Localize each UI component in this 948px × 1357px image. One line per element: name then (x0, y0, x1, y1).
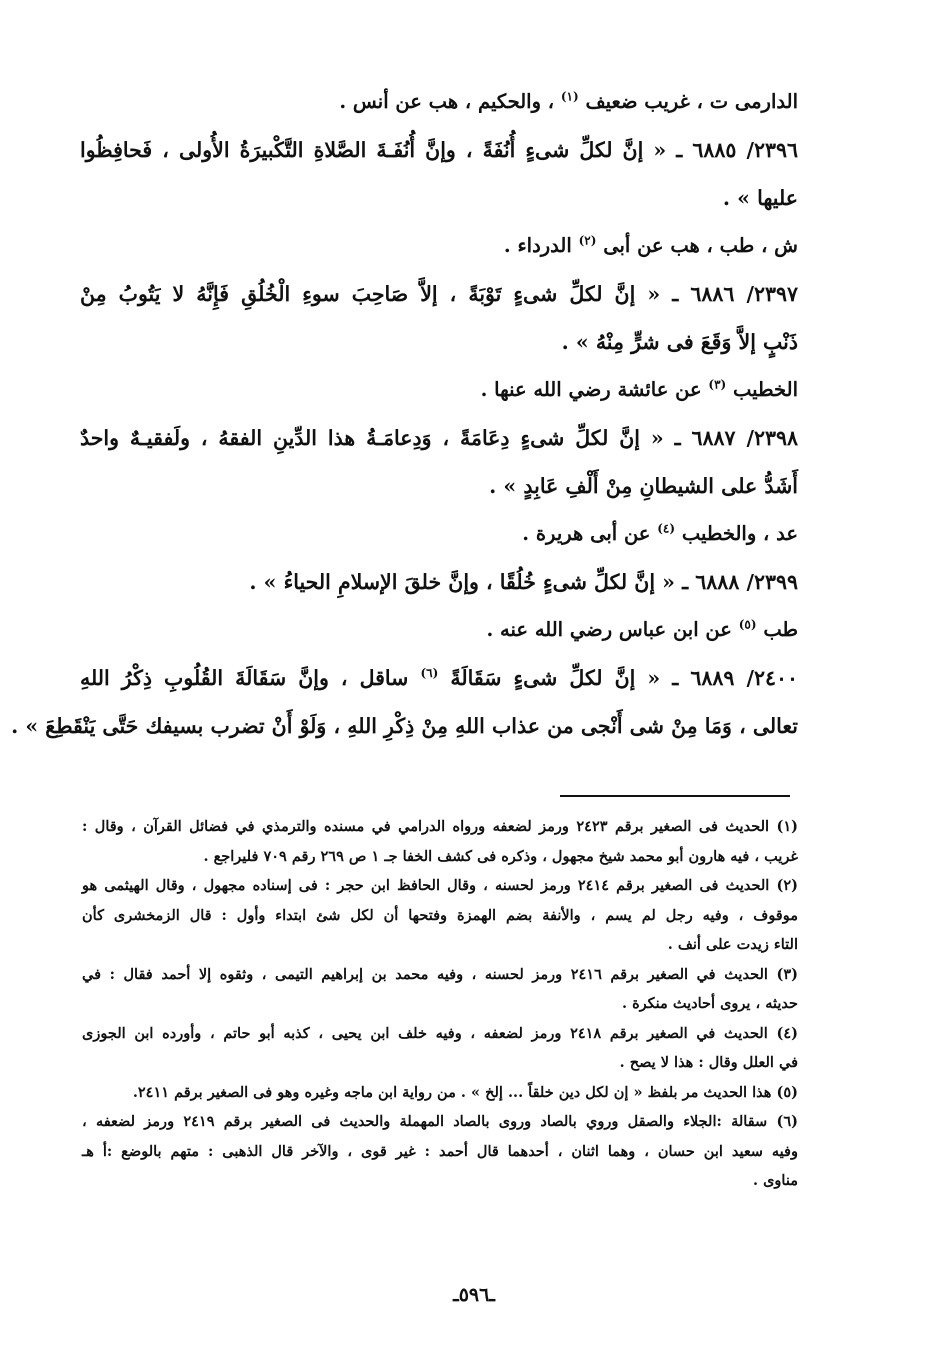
footnote-marker: (٥) (738, 617, 757, 632)
footnote-line: مناوى . (752, 1172, 798, 1189)
line-text: ٢٣٩٧/ ٦٨٨٦ ـ « إنَّ لكلِّ شىءٍ تَوْبَةً ، إلاَّ صَاحِبَ سوءِ الْخُلُقِ فَإِنَّهُ لا يَتُوبُ مِنْ (80, 282, 798, 306)
footnote-line: غريب ، فيه هارون أبو محمد شيخ مجهول ، وذكره فى كشف الخفا جـ ١ ص ٢٦٩ رقم ٧٠٩ فليراجع . (203, 847, 798, 865)
footnote-line: (٦) سقالة :الجلاء والصقل وروي بالصاد وروى بالصاد المهملة والحديث فى الصغير برقم ٢٤١٩ ورمز لضعفه ، (82, 1113, 798, 1130)
page-number: ـ٥٩٦ـ (453, 1284, 495, 1306)
line-text: ٢٣٩٨/ ٦٨٨٧ ـ « إنَّ لكلِّ شىءٍ دِعَامَةً ، وَدِعامَـةُ هذا الدِّينِ الفقهُ ، ولَفقيـهٌ واحدٌ (80, 426, 798, 450)
hadith-2400-line-1 (80, 654, 798, 702)
line-text: ش ، طب ، هب عن أبى (603, 234, 798, 257)
line-text: طب (763, 618, 798, 641)
hadith-2396-line-2 (80, 174, 798, 222)
hadith-2400-line-2 (11, 702, 798, 750)
line-text: ساقل ، وإنَّ سَقَالَةَ القُلُوبِ ذِكْرُ اللهِ (80, 666, 421, 690)
line-text: ٢٣٩٩/ ٦٨٨٨ ـ « إنَّ لكلِّ شىءٍ خُلُقًا ، وإنَّ خلقَ الإسلامِ الحياءُ » . (249, 570, 798, 594)
reference-2398 (80, 510, 798, 558)
footnotes-block (82, 812, 798, 1196)
line-text: الخطيب (733, 378, 798, 401)
hadith-2399-line-1 (80, 558, 798, 606)
hadith-2398-line-1 (80, 414, 798, 462)
line-text: عن ابن عباس رضي الله عنه . (486, 618, 739, 641)
line-text: الدارمى ت ، غريب ضعيف (585, 90, 798, 113)
reference-2399 (80, 606, 798, 654)
footnote-marker: (٦) (420, 666, 439, 681)
text-line-1 (80, 78, 798, 126)
line-text: تعالى ، وَمَا مِنْ شى أَنْجى من عذاب اللهِ مِنْ ذِكْرِ اللهِ ، وَلَوْ أَنْ تضرب بسيفك حَتَّى يَنْقَطِعَ » . (11, 714, 798, 738)
footnote-line: (١) الحديث فى الصغير برقم ٢٤٢٣ ورمز لضعفه ورواه الدرامي في مسنده والترمذي في فضائل القرآن ، وقال : (82, 818, 798, 835)
footnote-line: حديثه ، يروى أحاديث منكرة . (621, 995, 798, 1012)
footnote-marker: (٣) (708, 377, 727, 392)
footnote-line: (٥) هذا الحديث مر بلفظ « إن لكل دين خلقاً ... إلخ » . من رواية ابن ماجه وغيره وهو فى الصغير برقم ٢٤١١. (132, 1083, 798, 1101)
hadith-2398-line-2 (80, 462, 798, 510)
footnote-line: موقوف ، وفيه رجل لم يسم ، والأنفة بضم الهمزة وفتحها أن لكل شئ ابتداء وأول : قال الزمخشرى كأن (82, 906, 798, 924)
footnote-line: التاء زيدت على أنف . (667, 936, 798, 953)
reference-2396 (80, 222, 798, 270)
footnote-marker: (١) (560, 89, 579, 104)
hadith-2397-line-1 (80, 270, 798, 318)
footnote-marker: (٤) (657, 521, 676, 536)
main-text-block (11, 78, 799, 750)
line-text: ، والحكيم ، هب عن أنس . (339, 90, 561, 113)
footnote-separator (560, 795, 790, 797)
footnote-marker: (٢) (578, 233, 597, 248)
line-text: عن أبى هريرة . (522, 522, 658, 545)
hadith-2396-line-1 (80, 126, 798, 174)
line-text: عليها » . (722, 186, 798, 210)
line-text: ذَنْبٍ إلاَّ وَقَعَ فى شرٍّ مِنْهُ » . (561, 330, 798, 354)
line-text: عن عائشة رضي الله عنها . (480, 378, 709, 401)
footnote-line: (٢) الحديث فى الصغير برقم ٢٤١٤ ورمز لحسنه ، وقال الحافظ ابن حجر : فى إسناده مجهول ، وقال الهيثمى هو (82, 877, 798, 894)
line-text: عد ، والخطيب (681, 522, 798, 545)
line-text: أَشَدُّ على الشيطانِ مِنْ أَلْفِ عَابِدٍ » . (489, 474, 798, 498)
line-text: ٢٤٠٠/ ٦٨٨٩ ـ « إنَّ لكلِّ شىءٍ سَقَالَةً (450, 666, 799, 690)
hadith-2397-line-2 (80, 318, 798, 366)
line-text: ٢٣٩٦/ ٦٨٨٥ ـ « إنَّ لكلِّ شىءٍ أُنُفَةً ، وإنَّ أُنُفَـةَ الصَّلاةِ التَّكْبيرَةُ الأُولى ، فَحافِظُوا (80, 138, 798, 162)
footnote-line: وفيه سعيد ابن حسان ، وهما اثنان ، أحدهما قال أحمد : غير قوى ، والآخر قال الذهبى : متهم بالوضع :أ هـ (82, 1142, 798, 1160)
footnote-line: في العلل وقال : هذا لا يصح . (619, 1054, 798, 1071)
line-text: الدرداء . (503, 234, 579, 257)
footnote-line: (٣) الحديث في الصغير برقم ٢٤١٦ ورمز لحسنه ، وفيه محمد بن إبراهيم التيمى ، وثقوه إلا أحمد فقال : في (82, 965, 798, 983)
footnote-line: (٤) الحديث في الصغير برقم ٢٤١٨ ورمز لضعفه ، وفيه خلف ابن يحيى ، كذبه أبو حاتم ، وأورده ابن الجوزى (82, 1024, 798, 1042)
reference-2397 (80, 366, 798, 414)
